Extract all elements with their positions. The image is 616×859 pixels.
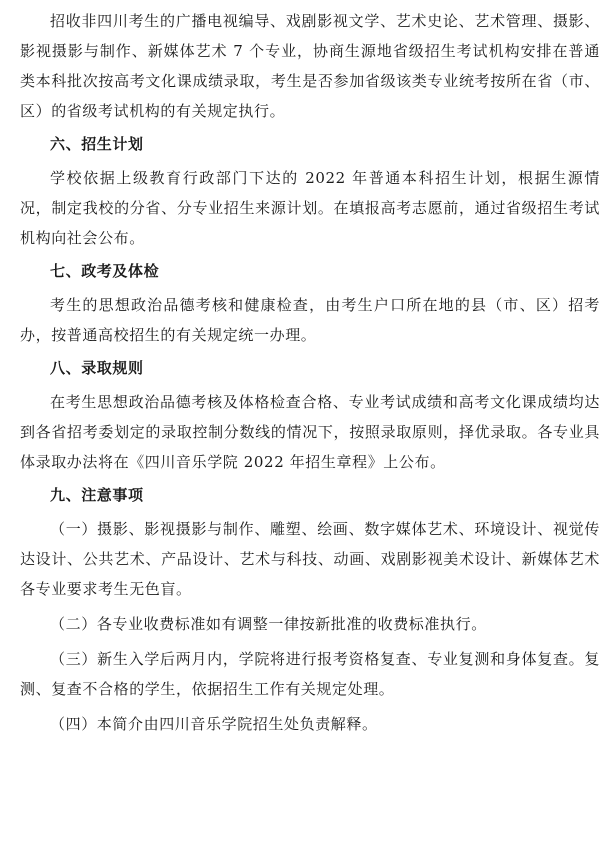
section9-heading: 九、注意事项 — [50, 486, 144, 504]
section7-body: 考生的思想政治品德考核和健康检查，由考生户口所在地的县（市、区）招考办，按普通高校招生的有关规定统一办理。 — [20, 296, 600, 344]
section6-heading: 六、招生计划 — [50, 135, 144, 153]
section8-heading: 八、录取规则 — [50, 359, 144, 377]
section6-body: 学校依据上级教育行政部门下达的 2022 年普通本科招生计划，根据生源情况，制定我校的分省、分专业招生来源计划。在填报高考志愿前，通过省级招生考试机构向社会公布。 — [20, 169, 600, 247]
notice-item-1: （一）摄影、影视摄影与制作、雕塑、绘画、数字媒体艺术、环境设计、视觉传达设计、公共艺术、产品设计、艺术与科技、动画、戏剧影视美术设计、新媒体艺术各专业要求考生无色盲。 — [20, 520, 600, 598]
notice-item-4: （四）本简介由四川音乐学院招生处负责解释。 — [50, 715, 378, 733]
section7-heading: 七、政考及体检 — [50, 262, 160, 280]
section8-body: 在考生思想政治品德考核及体格检查合格、专业考试成绩和高考文化课成绩均达到各省招考委划定的录取控制分数线的情况下，按照录取原则，择优录取。各专业具体录取办法将在《四川音乐学院 2022 年招生章程》上公布。 — [20, 393, 600, 471]
notice-item-2: （二）各专业收费标准如有调整一律按新批准的收费标准执行。 — [50, 615, 487, 633]
notice-item-3: （三）新生入学后两月内，学院将进行报考资格复查、专业复测和身体复查。复测、复查不合格的学生，依据招生工作有关规定处理。 — [20, 650, 600, 698]
section5-tail-paragraph: 招收非四川考生的广播电视编导、戏剧影视文学、艺术史论、艺术管理、摄影、影视摄影与制作、新媒体艺术 7 个专业，协商生源地省级招生考试机构安排在普通类本科批次按高考文化课成绩录取，考生是否参加省级该类专业统考按所在省（市、区）的省级考试机构的有关规定执行。 — [20, 12, 600, 120]
